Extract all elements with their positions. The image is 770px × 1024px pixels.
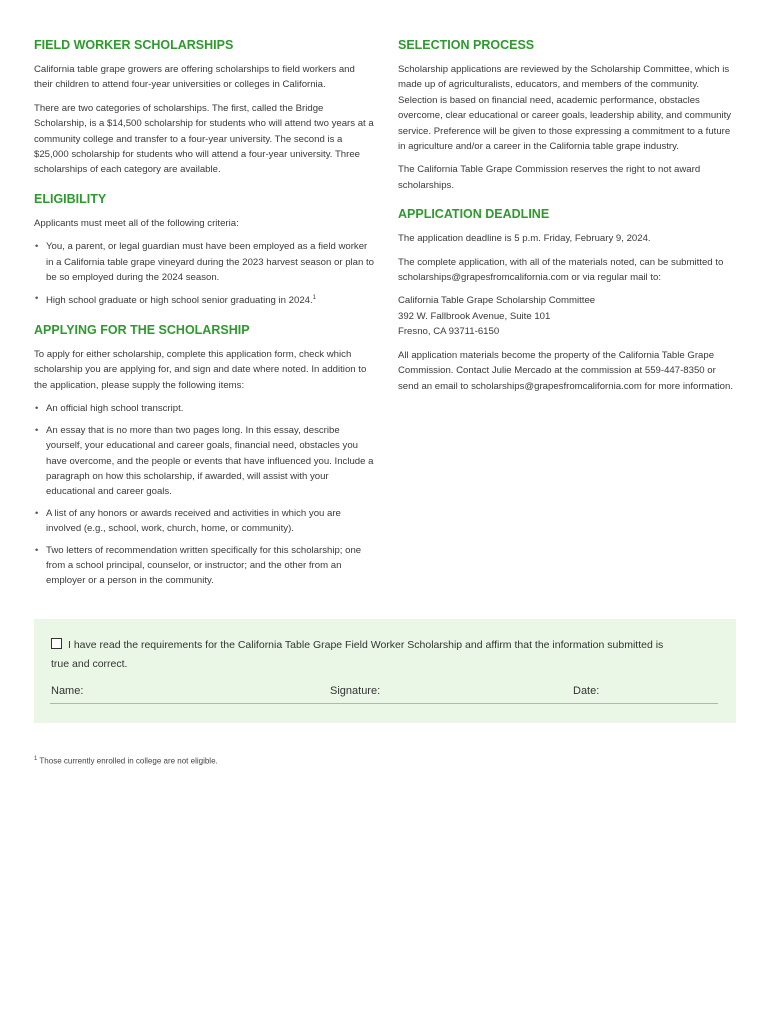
footnote xyxy=(34,756,218,766)
submission-text: The complete application, with all of the materials noted, can be submitted to scholarships@grapesfromcalifornia.com or via regular mail to: xyxy=(398,256,724,284)
signature-line[interactable] xyxy=(50,703,718,704)
eligibility-list xyxy=(34,239,374,309)
affirm-text-line1: I have read the requirements for the California Table Grape Field Worker Scholarship and affirm that the information submitted is xyxy=(68,639,664,651)
signature-label: Signature: xyxy=(330,685,381,697)
deadline-section xyxy=(398,207,738,394)
applying-list xyxy=(34,401,374,588)
name-label: Name: xyxy=(51,685,84,697)
applying-section xyxy=(34,323,374,589)
date-label: Date: xyxy=(573,685,600,697)
applying-item: • Two letters of recommendation written specifically for this scholarship; one from a school principal, counselor, or instructor; and the other from an employer or a person in the community. xyxy=(34,543,374,589)
right-column xyxy=(398,38,738,408)
footnote-mark: 1 xyxy=(34,756,38,762)
eligibility-section xyxy=(34,192,374,309)
deadline-date-text: The application deadline is 5 p.m. Friday, February 9, 2024. xyxy=(398,233,651,245)
contact-text: All application materials become the property of the California Table Grape Commission. Contact Julie Mercado at the commission at 559-447-8350 or send an email to scholarships@grapesfromcalifornia.com for more information. xyxy=(398,349,734,392)
applying-intro: To apply for either scholarship, complete this application form, check which scholarship you are applying for, and sign and date where noted. In addition to the application, please supply the following items: xyxy=(34,349,367,391)
address-line: Fresno, CA 93711-6150 xyxy=(398,326,500,338)
footnote-ref: 1 xyxy=(312,295,317,302)
selection-reserve-text: The California Table Grape Commission reserves the right to not award scholarships. xyxy=(398,164,701,191)
applying-item: • An essay that is no more than two pages long. In this essay, describe yourself, your educational and career goals, financial need, obstacles you have overcome, and the people or events that have influenced you. Include a paragraph on how this scholarship, if awarded, will assist with your educational and career goals. xyxy=(34,423,374,500)
selection-heading: SELECTION PROCESS xyxy=(398,38,535,52)
applying-item: • A list of any honors or awards received and activities in which you are involved (e.g., school, work, church, home, or community). xyxy=(34,506,374,537)
eligibility-heading: ELIGIBILITY xyxy=(34,191,107,206)
field-worker-categories: There are two categories of scholarships. The first, called the Bridge Scholarship, is a $14,500 scholarship for students who will attend two years at a community college and transfer to a four-year university. The second is a $25,000 scholarship for students who will attend a four-year university. Three scholarships of each category are available. xyxy=(34,102,374,176)
applying-item: • An official high school transcript. xyxy=(34,401,374,416)
eligibility-intro: Applicants must meet all of the following criteria: xyxy=(34,217,239,229)
eligibility-item: • High school graduate or high school senior graduating in 2024.$^1$ xyxy=(34,291,374,309)
address-line: 392 W. Fallbrook Avenue, Suite 101 xyxy=(398,310,551,322)
deadline-heading: APPLICATION DEADLINE xyxy=(398,207,550,222)
left-column xyxy=(34,38,374,603)
selection-text: Scholarship applications are reviewed by the Scholarship Committee, which is made up of agriculturalists, educators, and members of the community. Selection is based on financial need, academic performance, obstacles overcome, clear educational or career goals, leadership ability, and community service. Preference will be given to those expressing a commitment to a future in agriculture and/or a career in the California table grape industry. xyxy=(398,64,732,153)
eligibility-item: • You, a parent, or legal guardian must have been employed as a field worker in a California table grape vineyard during the 2023 harvest season or plan to be so employed during the 2024 season. xyxy=(34,239,374,285)
affirmation-form xyxy=(34,619,736,723)
mailing-address xyxy=(398,293,738,339)
field-worker-intro: California table grape growers are offering scholarships to field workers and their children to attend four-year universities or colleges in California. xyxy=(34,64,355,91)
affirm-text-line2: true and correct. xyxy=(51,658,128,670)
field-worker-section xyxy=(34,38,374,178)
affirm-checkbox[interactable] xyxy=(51,638,62,649)
affirmation-statement xyxy=(51,636,723,674)
footnote-text: Those currently enrolled in college are not eligible. xyxy=(37,756,218,766)
applying-heading: APPLYING FOR THE SCHOLARSHIP xyxy=(34,323,250,338)
address-line: California Table Grape Scholarship Committee xyxy=(398,295,596,307)
field-worker-heading: FIELD WORKER SCHOLARSHIPS xyxy=(34,38,234,52)
selection-section xyxy=(398,38,738,193)
